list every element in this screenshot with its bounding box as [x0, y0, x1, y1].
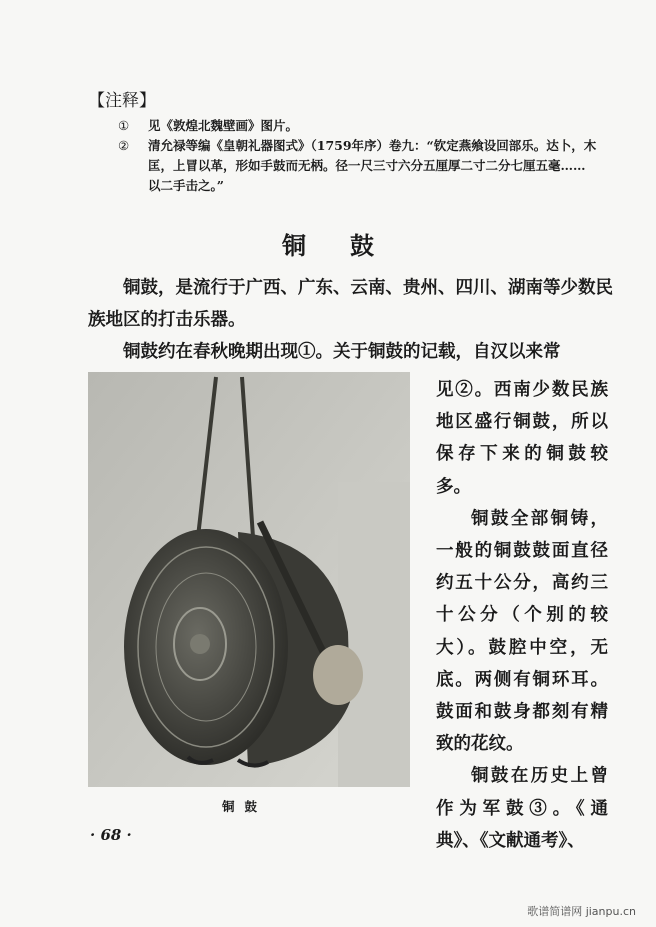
side-paragraph-3: 铜鼓在历史上曾作为军鼓③。《通典》、《文献通考》、 — [436, 766, 608, 851]
note-2: ② 清允禄等编《皇朝礼器图式》（1759年序）卷九：“钦定燕飨设回部乐。达卜，木 — [118, 138, 597, 153]
paragraph-1: 铜鼓，是流行于广西、广东、云南、贵州、四川、湖南等少数民族地区的打击乐器。 — [88, 278, 613, 330]
note-2-line-3: 以二手击之。” — [148, 178, 224, 193]
side-paragraph-2: 铜鼓全部铜铸，一般的铜鼓鼓面直径约五十公分，高约三十公分（个别的较大）。鼓腔中空，无底。两侧有铜环耳。鼓面和鼓身都刻有精致的花纹。 — [436, 508, 608, 755]
paragraph-2: 铜鼓约在春秋晚期出现①。关于铜鼓的记载，自汉以来常 — [123, 342, 561, 362]
note-1: ① 见《敦煌北魏壁画》图片。 — [118, 118, 299, 133]
side-column-text — [436, 374, 608, 857]
photo-caption: 铜鼓 — [222, 799, 268, 814]
note-2-line-2: 匡，上冒以革，形如手鼓而无柄。径一尺三寸六分五厘厚二寸二分七厘五毫…… — [148, 158, 586, 173]
bronze-drum-photo — [88, 372, 410, 787]
page-number: · 68 · — [90, 826, 132, 844]
section-title: 铜鼓 — [282, 231, 418, 260]
watermark: 歌谱简谱网 jianpu.cn — [527, 905, 636, 918]
side-paragraph-1: 见②。西南少数民族地区盛行铜鼓，所以保存下来的铜鼓较多。 — [436, 380, 608, 497]
notes-heading: 【注释】 — [88, 91, 156, 111]
